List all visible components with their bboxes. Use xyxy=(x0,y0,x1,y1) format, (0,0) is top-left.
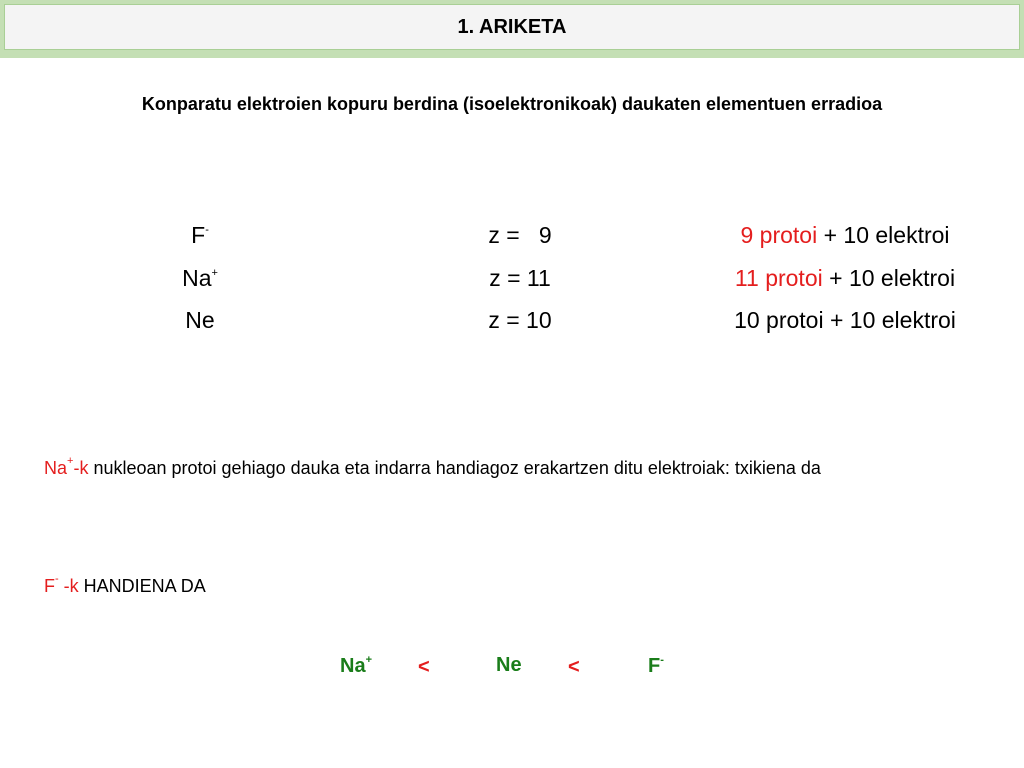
page-title: 1. ARIKETA xyxy=(4,4,1020,50)
element-symbol: Ne xyxy=(185,307,215,333)
atomic-number: z = 9 xyxy=(488,222,552,248)
atomic-number: z = 11 xyxy=(489,265,551,291)
explanation-paragraph: Na+-k nukleoan protoi gehiago dauka eta indarra handiagoz erakartzen ditu elektroiak: txikiena da xyxy=(44,455,821,478)
order-second: Ne xyxy=(496,654,522,676)
ion-label: Na+-k xyxy=(44,455,89,478)
order-first: Na+ xyxy=(340,654,373,677)
element-row-sodium xyxy=(0,265,1024,299)
atomic-number: z = 10 xyxy=(488,307,552,333)
particle-count: 9 protoi + 10 elektroi xyxy=(740,222,950,248)
largest-ion-label: F- -k xyxy=(44,573,79,596)
element-row-neon xyxy=(0,307,1024,341)
subtitle: Konparatu elektroien kopuru berdina (isoelektronikoak) daukaten elementuen erradioa xyxy=(141,94,883,114)
particle-count: 10 protoi + 10 elektroi xyxy=(734,307,956,333)
title-banner xyxy=(0,0,1024,58)
particle-count: 11 protoi + 10 elektroi xyxy=(734,265,956,291)
element-symbol: Na+ xyxy=(182,265,218,291)
less-than-sign-2: < xyxy=(568,656,580,678)
order-third: F- xyxy=(648,654,664,677)
element-symbol: F- xyxy=(191,222,209,248)
largest-statement: F- -k HANDIENA DA xyxy=(44,573,206,596)
less-than-sign-1: < xyxy=(418,656,430,678)
element-row-fluorine xyxy=(0,222,1024,256)
